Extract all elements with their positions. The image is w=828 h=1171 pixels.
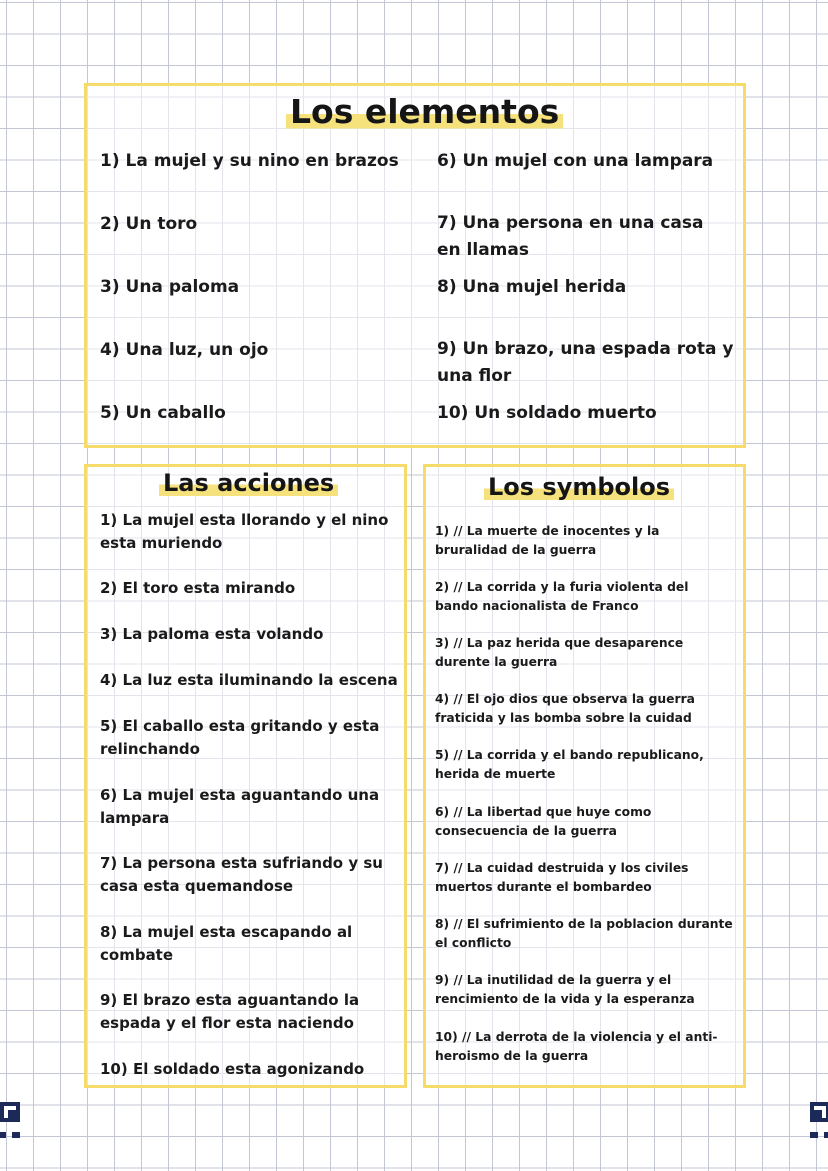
symbolos-title: Los symbolos	[484, 470, 674, 504]
symbolo-item-2: 2) // La corrida y la furia violenta del bando nacionalista de Franco	[435, 580, 689, 613]
accion-item-3: 3) La paloma esta volando	[100, 625, 324, 643]
elemento-item-5: 5) Un caballo	[100, 403, 226, 423]
symbolo-item-7: 7) // La cuidad destruida y los civiles muertos durante el bombardeo	[435, 861, 689, 894]
symbolo-item-4: 4) // El ojo dios que observa la guerra fraticida y las bomba sobre la cuidad	[435, 692, 695, 725]
symbolo-item-3: 3) // La paz herida que desaparence durente la guerra	[435, 636, 684, 669]
symbolo-item-5: 5) // La corrida y el bando republicano, herida de muerte	[435, 748, 704, 781]
acciones-title: Las acciones	[159, 466, 338, 500]
accion-item-5: 5) El caballo esta gritando y esta relinchando	[100, 717, 380, 758]
elemento-item-6: 6) Un mujel con una lampara	[437, 151, 714, 171]
elemento-item-8: 8) Una mujel herida	[437, 277, 627, 297]
accion-item-2: 2) El toro esta mirando	[100, 579, 296, 597]
elementos-title: Los elementos	[286, 90, 563, 134]
accion-item-6: 6) La mujel esta aguantando una lampara	[100, 786, 380, 827]
symbolo-item-9: 9) // La inutilidad de la guerra y el rencimiento de la vida y la esperanza	[435, 973, 695, 1006]
elemento-item-1: 1) La mujel y su nino en brazos	[100, 151, 399, 171]
elemento-item-10: 10) Un soldado muerto	[437, 403, 657, 423]
elemento-item-9: 9) Un brazo, una espada rota y una flor	[437, 339, 734, 386]
elemento-item-7: 7) Una persona en una casa en llamas	[437, 213, 704, 260]
elementos-box	[84, 83, 746, 448]
accion-item-4: 4) La luz esta iluminando la escena	[100, 671, 398, 689]
elemento-item-4: 4) Una luz, un ojo	[100, 340, 269, 360]
elemento-item-3: 3) Una paloma	[100, 277, 240, 297]
symbolo-item-1: 1) // La muerte de inocentes y la bruralidad de la guerra	[435, 524, 660, 557]
accion-item-1: 1) La mujel esta llorando y el nino esta muriendo	[100, 511, 389, 552]
corner-logo-right-icon	[804, 1102, 828, 1146]
corner-logo-left-icon	[0, 1102, 26, 1146]
accion-item-9: 9) El brazo esta aguantando la espada y el flor esta naciendo	[100, 991, 360, 1032]
accion-item-8: 8) La mujel esta escapando al combate	[100, 923, 353, 964]
accion-item-10: 10) El soldado esta agonizando	[100, 1060, 365, 1078]
accion-item-7: 7) La persona esta sufriando y su casa esta quemandose	[100, 854, 383, 895]
symbolo-item-10: 10) // La derrota de la violencia y el anti-heroismo de la guerra	[435, 1030, 718, 1063]
symbolo-item-6: 6) // La libertad que huye como consecuencia de la guerra	[435, 805, 652, 838]
elemento-item-2: 2) Un toro	[100, 214, 198, 234]
symbolo-item-8: 8) // El sufrimiento de la poblacion durante el conflicto	[435, 917, 733, 950]
